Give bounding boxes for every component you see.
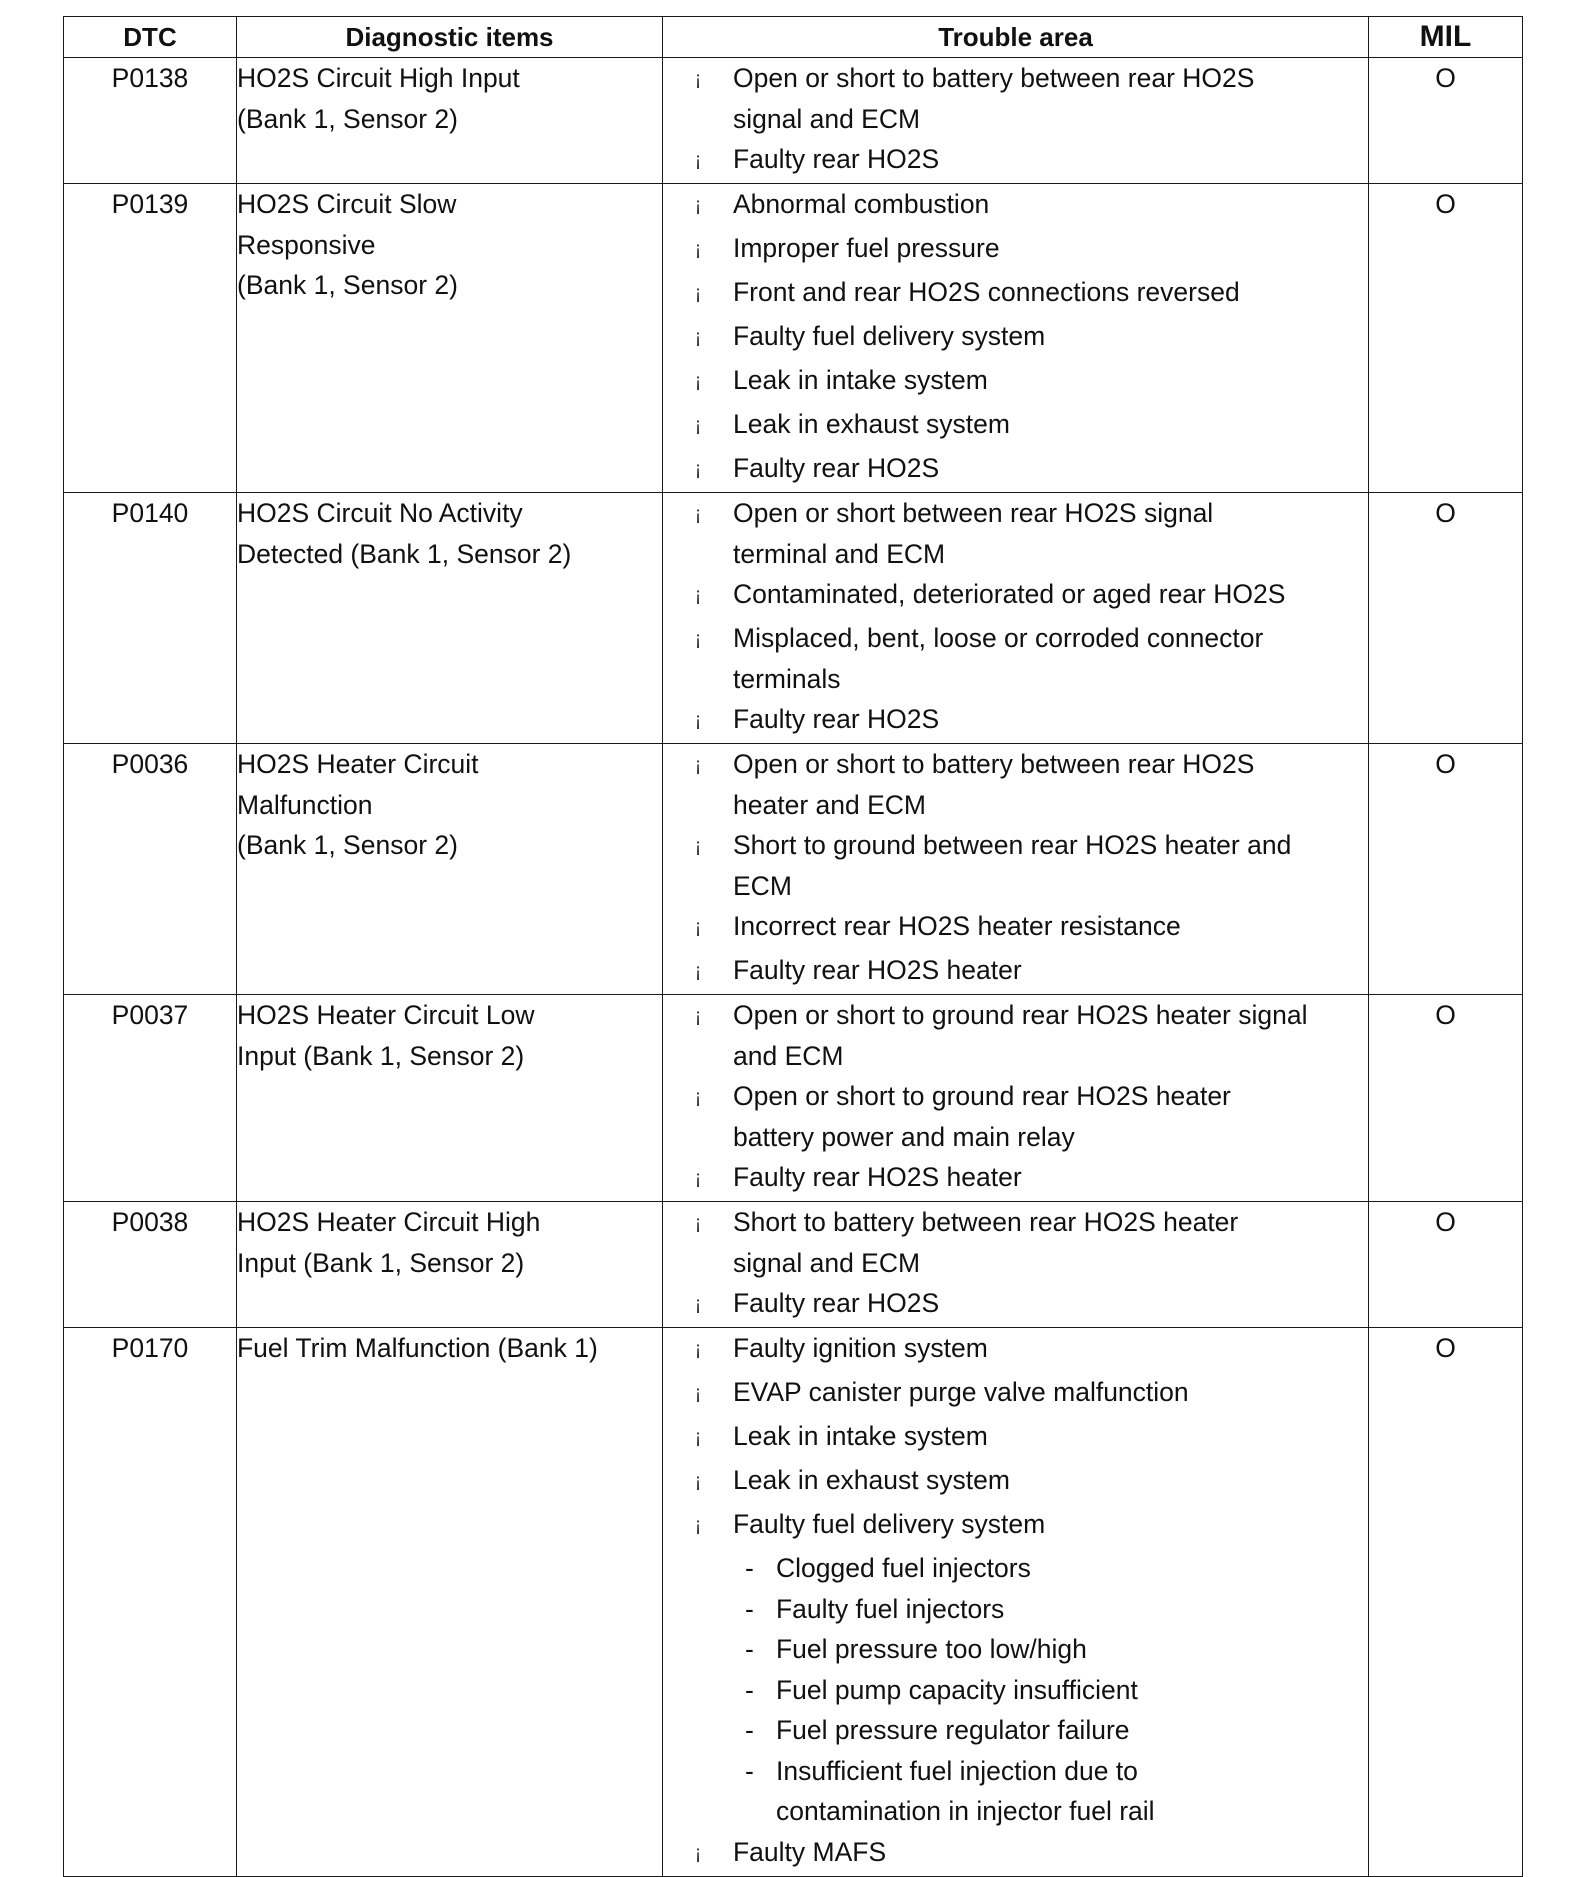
- trouble-bullet: [663, 228, 1368, 272]
- trouble-sub-text: [776, 1710, 1130, 1751]
- trouble-bullet: [663, 493, 1368, 574]
- trouble-line: Faulty rear HO2S: [733, 1288, 940, 1318]
- trouble-line: signal and ECM: [733, 1247, 921, 1278]
- header-diagnostic-items: Diagnostic items: [237, 17, 663, 58]
- trouble-text: [733, 1283, 1368, 1324]
- diagnostic-item-line: Responsive: [237, 229, 376, 260]
- trouble-text: [733, 1832, 1368, 1873]
- trouble-bullet: [663, 184, 1368, 228]
- diagnostic-item: [237, 58, 663, 184]
- diagnostic-item-line: HO2S Circuit No Activity: [237, 498, 523, 528]
- trouble-bullet: [663, 1832, 1368, 1876]
- diagnostic-item-line: HO2S Heater Circuit Low: [237, 1000, 535, 1030]
- trouble-text: [733, 228, 1368, 269]
- diagnostic-item: [237, 995, 663, 1202]
- bullet-icon: ¡: [694, 504, 702, 525]
- table-row: [64, 995, 1523, 1202]
- trouble-sub-text: [776, 1670, 1138, 1711]
- trouble-area: [663, 184, 1369, 493]
- trouble-line: Open or short to ground rear HO2S heater: [733, 1081, 1231, 1111]
- mil-status: O: [1369, 184, 1523, 493]
- trouble-text: [733, 1504, 1368, 1545]
- trouble-bullet: [663, 404, 1368, 448]
- diagnostic-item-line: HO2S Heater Circuit High: [237, 1207, 541, 1237]
- trouble-sub-item: [663, 1670, 1368, 1711]
- trouble-line: Short to ground between rear HO2S heater and: [733, 830, 1292, 860]
- trouble-sub-line: Fuel pump capacity insufficient: [776, 1674, 1138, 1705]
- bullet-icon: ¡: [694, 239, 702, 260]
- trouble-sub-line: contamination in injector fuel rail: [776, 1796, 1155, 1826]
- diagnostic-item-line: Detected (Bank 1, Sensor 2): [237, 538, 572, 569]
- trouble-line: Faulty fuel delivery system: [733, 1509, 1046, 1539]
- trouble-sub-line: Fuel pressure too low/high: [776, 1634, 1087, 1664]
- trouble-line: heater and ECM: [733, 789, 926, 820]
- trouble-line: battery power and main relay: [733, 1121, 1075, 1152]
- bullet-icon: ¡: [694, 1383, 702, 1404]
- trouble-bullet: [663, 906, 1368, 950]
- trouble-line: and ECM: [733, 1040, 844, 1071]
- bullet-icon: ¡: [694, 1168, 702, 1189]
- trouble-line: Faulty rear HO2S heater: [733, 1162, 1022, 1192]
- table-row: [64, 58, 1523, 184]
- trouble-line: ECM: [733, 870, 792, 901]
- dtc-code: P0038: [64, 1202, 237, 1328]
- trouble-sub-item: [663, 1751, 1368, 1832]
- trouble-bullet: [663, 699, 1368, 743]
- table-row: [64, 184, 1523, 493]
- trouble-sub-item: [663, 1548, 1368, 1589]
- trouble-text: [733, 1157, 1368, 1198]
- trouble-bullet: [663, 58, 1368, 139]
- header-mil: MIL: [1369, 17, 1523, 58]
- trouble-area: [663, 1202, 1369, 1328]
- trouble-line: Open or short to battery between rear HO2S: [733, 749, 1255, 779]
- bullet-icon: ¡: [694, 459, 702, 480]
- mil-status: O: [1369, 1202, 1523, 1328]
- trouble-bullet: [663, 744, 1368, 825]
- trouble-bullet: [663, 1202, 1368, 1283]
- trouble-sub-line: Fuel pressure regulator failure: [776, 1715, 1130, 1745]
- table-row: [64, 1202, 1523, 1328]
- trouble-bullet: [663, 1372, 1368, 1416]
- trouble-line: Front and rear HO2S connections reversed: [733, 277, 1240, 307]
- trouble-line: Leak in intake system: [733, 365, 988, 395]
- bullet-icon: ¡: [694, 917, 702, 938]
- dtc-code: P0139: [64, 184, 237, 493]
- trouble-area: [663, 58, 1369, 184]
- bullet-icon: ¡: [694, 371, 702, 392]
- trouble-bullet: [663, 618, 1368, 699]
- trouble-line: Faulty rear HO2S: [733, 704, 940, 734]
- header-dtc: DTC: [64, 17, 237, 58]
- diagnostic-item-line: HO2S Heater Circuit: [237, 749, 479, 779]
- trouble-text: [733, 950, 1368, 991]
- diagnostic-item-line: Fuel Trim Malfunction (Bank 1): [237, 1333, 598, 1363]
- bullet-icon: ¡: [694, 69, 702, 90]
- bullet-icon: ¡: [694, 1006, 702, 1027]
- trouble-text: [733, 360, 1368, 401]
- diagnostic-item: [237, 1328, 663, 1877]
- diagnostic-item-line: Malfunction: [237, 789, 373, 820]
- trouble-bullet: [663, 316, 1368, 360]
- trouble-text: [733, 58, 1368, 139]
- trouble-bullet: [663, 995, 1368, 1076]
- trouble-line: Misplaced, bent, loose or corroded connector: [733, 623, 1264, 653]
- trouble-line: Leak in intake system: [733, 1421, 988, 1451]
- trouble-line: Open or short to battery between rear HO2S: [733, 63, 1255, 93]
- trouble-text: [733, 825, 1368, 906]
- diagnostic-item-line: Input (Bank 1, Sensor 2): [237, 1247, 525, 1278]
- bullet-icon: ¡: [694, 1471, 702, 1492]
- trouble-line: Leak in exhaust system: [733, 1465, 1010, 1495]
- bullet-icon: ¡: [694, 836, 702, 857]
- trouble-area: [663, 1328, 1369, 1877]
- trouble-bullet: [663, 825, 1368, 906]
- trouble-line: Faulty rear HO2S: [733, 453, 940, 483]
- trouble-text: [733, 139, 1368, 180]
- trouble-line: Open or short to ground rear HO2S heater signal: [733, 1000, 1308, 1030]
- trouble-line: Faulty MAFS: [733, 1836, 887, 1867]
- diagnostic-item: [237, 1202, 663, 1328]
- diagnostic-item-line: (Bank 1, Sensor 2): [237, 270, 458, 300]
- trouble-text: [733, 618, 1368, 699]
- dash-icon: -: [745, 1553, 754, 1583]
- dtc-table: [63, 16, 1523, 1877]
- diagnostic-item-line: HO2S Circuit High Input: [237, 63, 520, 93]
- trouble-text: [733, 1328, 1368, 1369]
- dtc-code: P0140: [64, 493, 237, 744]
- trouble-bullet: [663, 1416, 1368, 1460]
- trouble-line: terminal and ECM: [733, 538, 946, 569]
- bullet-icon: ¡: [694, 585, 702, 606]
- trouble-bullet: [663, 1460, 1368, 1504]
- dash-icon: -: [745, 1755, 754, 1786]
- trouble-sub-text: [776, 1589, 1004, 1630]
- mil-status: O: [1369, 493, 1523, 744]
- diagnostic-item-line: Input (Bank 1, Sensor 2): [237, 1040, 525, 1071]
- bullet-icon: ¡: [694, 1842, 702, 1864]
- bullet-icon: ¡: [694, 755, 702, 776]
- dtc-code: P0037: [64, 995, 237, 1202]
- trouble-bullet: [663, 574, 1368, 618]
- mil-status: O: [1369, 995, 1523, 1202]
- trouble-sub-line: Clogged fuel injectors: [776, 1553, 1031, 1583]
- trouble-text: [733, 404, 1368, 445]
- header-row: [64, 17, 1523, 58]
- trouble-line: terminals: [733, 663, 841, 694]
- trouble-area: [663, 744, 1369, 995]
- trouble-sub-line: Insufficient fuel injection due to: [776, 1755, 1138, 1786]
- table-row: [64, 493, 1523, 744]
- table-row: [64, 1328, 1523, 1877]
- bullet-icon: ¡: [694, 195, 702, 216]
- trouble-bullet: [663, 1076, 1368, 1157]
- bullet-icon: ¡: [694, 1339, 702, 1360]
- trouble-bullet: [663, 1504, 1368, 1548]
- trouble-sub-line: Faulty fuel injectors: [776, 1593, 1005, 1624]
- bullet-icon: ¡: [694, 629, 702, 650]
- dtc-code: P0036: [64, 744, 237, 995]
- trouble-bullet: [663, 1157, 1368, 1201]
- trouble-text: [733, 184, 1368, 225]
- trouble-text: [733, 493, 1368, 574]
- bullet-icon: ¡: [694, 415, 702, 436]
- bullet-icon: ¡: [694, 1294, 702, 1315]
- table-body: [64, 58, 1523, 1877]
- dtc-code: P0170: [64, 1328, 237, 1877]
- trouble-line: EVAP canister purge valve malfunction: [733, 1377, 1189, 1407]
- bullet-icon: ¡: [694, 1087, 702, 1108]
- trouble-line: Open or short between rear HO2S signal: [733, 498, 1214, 528]
- trouble-sub-item: [663, 1589, 1368, 1630]
- trouble-area: [663, 493, 1369, 744]
- table-row: [64, 744, 1523, 995]
- trouble-sub-item: [663, 1629, 1368, 1670]
- trouble-text: [733, 995, 1368, 1076]
- trouble-line: Faulty rear HO2S: [733, 144, 940, 174]
- trouble-text: [733, 1416, 1368, 1457]
- dash-icon: -: [745, 1593, 754, 1624]
- trouble-text: [733, 574, 1368, 615]
- trouble-text: [733, 272, 1368, 313]
- trouble-sub-item: [663, 1710, 1368, 1751]
- trouble-sub-text: [776, 1751, 1155, 1832]
- trouble-bullet: [663, 1328, 1368, 1372]
- diagnostic-item-line: (Bank 1, Sensor 2): [237, 103, 458, 134]
- trouble-line: Leak in exhaust system: [733, 409, 1010, 439]
- trouble-sub-text: [776, 1548, 1031, 1589]
- header-trouble-area: Trouble area: [663, 17, 1369, 58]
- trouble-line: Abnormal combustion: [733, 189, 990, 219]
- trouble-text: [733, 1372, 1368, 1413]
- trouble-text: [733, 699, 1368, 740]
- bullet-icon: ¡: [694, 1427, 702, 1448]
- trouble-bullet: [663, 272, 1368, 316]
- mil-status: O: [1369, 58, 1523, 184]
- trouble-bullet: [663, 448, 1368, 492]
- trouble-text: [733, 316, 1368, 357]
- trouble-line: Short to battery between rear HO2S heater: [733, 1207, 1239, 1237]
- bullet-icon: ¡: [694, 327, 702, 348]
- trouble-line: signal and ECM: [733, 103, 921, 134]
- trouble-bullet: [663, 139, 1368, 183]
- trouble-line: Improper fuel pressure: [733, 233, 1000, 263]
- dash-icon: -: [745, 1634, 754, 1664]
- trouble-text: [733, 744, 1368, 825]
- trouble-line: Faulty rear HO2S heater: [733, 955, 1022, 985]
- dash-icon: -: [745, 1715, 754, 1745]
- bullet-icon: ¡: [694, 961, 702, 982]
- diagnostic-item-line: HO2S Circuit Slow: [237, 189, 457, 219]
- trouble-text: [733, 448, 1368, 489]
- diagnostic-item: [237, 493, 663, 744]
- mil-status: O: [1369, 744, 1523, 995]
- diagnostic-item: [237, 184, 663, 493]
- trouble-bullet: [663, 1283, 1368, 1327]
- trouble-bullet: [663, 950, 1368, 994]
- trouble-sub-text: [776, 1629, 1087, 1670]
- mil-status: O: [1369, 1328, 1523, 1877]
- trouble-text: [733, 1076, 1368, 1157]
- bullet-icon: ¡: [694, 1515, 702, 1536]
- trouble-text: [733, 906, 1368, 947]
- trouble-area: [663, 995, 1369, 1202]
- trouble-text: [733, 1202, 1368, 1283]
- bullet-icon: ¡: [694, 150, 702, 171]
- trouble-line: Faulty fuel delivery system: [733, 321, 1046, 351]
- trouble-line: Incorrect rear HO2S heater resistance: [733, 911, 1181, 941]
- bullet-icon: ¡: [694, 710, 702, 731]
- bullet-icon: ¡: [694, 283, 702, 304]
- trouble-bullet: [663, 360, 1368, 404]
- trouble-line: Faulty ignition system: [733, 1333, 988, 1363]
- trouble-line: Contaminated, deteriorated or aged rear HO2S: [733, 579, 1286, 609]
- diagnostic-item: [237, 744, 663, 995]
- dtc-code: P0138: [64, 58, 237, 184]
- dash-icon: -: [745, 1674, 754, 1705]
- bullet-icon: ¡: [694, 1213, 702, 1234]
- trouble-text: [733, 1460, 1368, 1501]
- diagnostic-item-line: (Bank 1, Sensor 2): [237, 830, 458, 860]
